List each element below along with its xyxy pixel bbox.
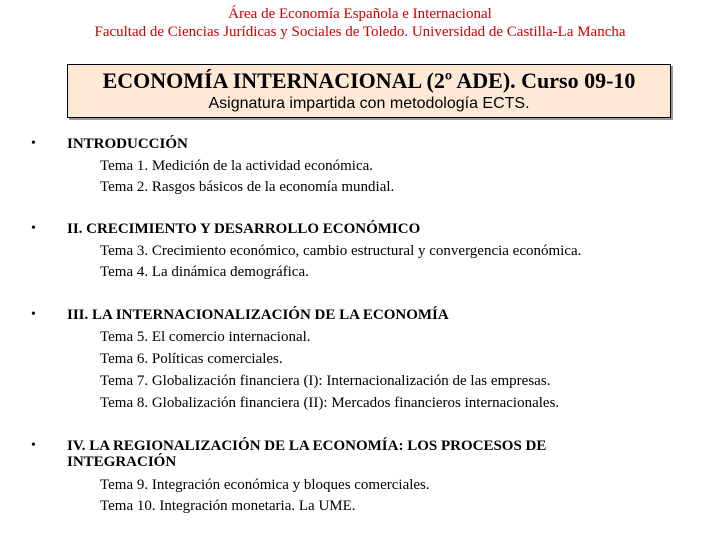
topic-item: Tema 10. Integración monetaria. La UME. <box>100 498 356 514</box>
topic-item: Tema 6. Políticas comerciales. <box>100 351 283 367</box>
topic-item: Tema 9. Integración económica y bloques comerciales. <box>100 477 430 493</box>
topic-item: Tema 1. Medición de la actividad económica. <box>100 158 374 174</box>
topic-item: Tema 5. El comercio internacional. <box>100 329 311 345</box>
title-box <box>67 64 671 118</box>
section-title-continuation: INTEGRACIÓN <box>67 454 177 470</box>
course-subtitle: Asignatura impartida con metodología ECTS. <box>208 95 530 112</box>
bullet: • <box>31 221 36 236</box>
bullet: • <box>31 438 36 453</box>
topic-item: Tema 7. Globalización financiera (I): Internacionalización de las empresas. <box>100 373 551 389</box>
topic-item: Tema 3. Crecimiento económico, cambio estructural y convergencia económica. <box>100 243 582 259</box>
topic-item: Tema 8. Globalización financiera (II): Mercados financieros internacionales. <box>100 395 560 411</box>
section-title: IV. LA REGIONALIZACIÓN DE LA ECONOMÍA: LOS PROCESOS DE <box>67 438 547 454</box>
section-title: INTRODUCCIÓN <box>67 136 188 152</box>
header-faculty: Facultad de Ciencias Jurídicas y Sociales de Toledo. Universidad de Castilla-La Mancha <box>94 24 626 40</box>
topic-item: Tema 2. Rasgos básicos de la economía mundial. <box>100 179 395 195</box>
bullet: • <box>31 307 36 322</box>
topic-item: Tema 4. La dinámica demográfica. <box>100 264 309 280</box>
course-title: ECONOMÍA INTERNACIONAL (2º ADE). Curso 09-10 <box>102 68 636 93</box>
section-title: II. CRECIMIENTO Y DESARROLLO ECONÓMICO <box>67 221 421 237</box>
section-title: III. LA INTERNACIONALIZACIÓN DE LA ECONOMÍA <box>67 307 449 323</box>
header-department: Área de Economía Española e Internacional <box>228 6 492 22</box>
bullet: • <box>31 136 36 151</box>
